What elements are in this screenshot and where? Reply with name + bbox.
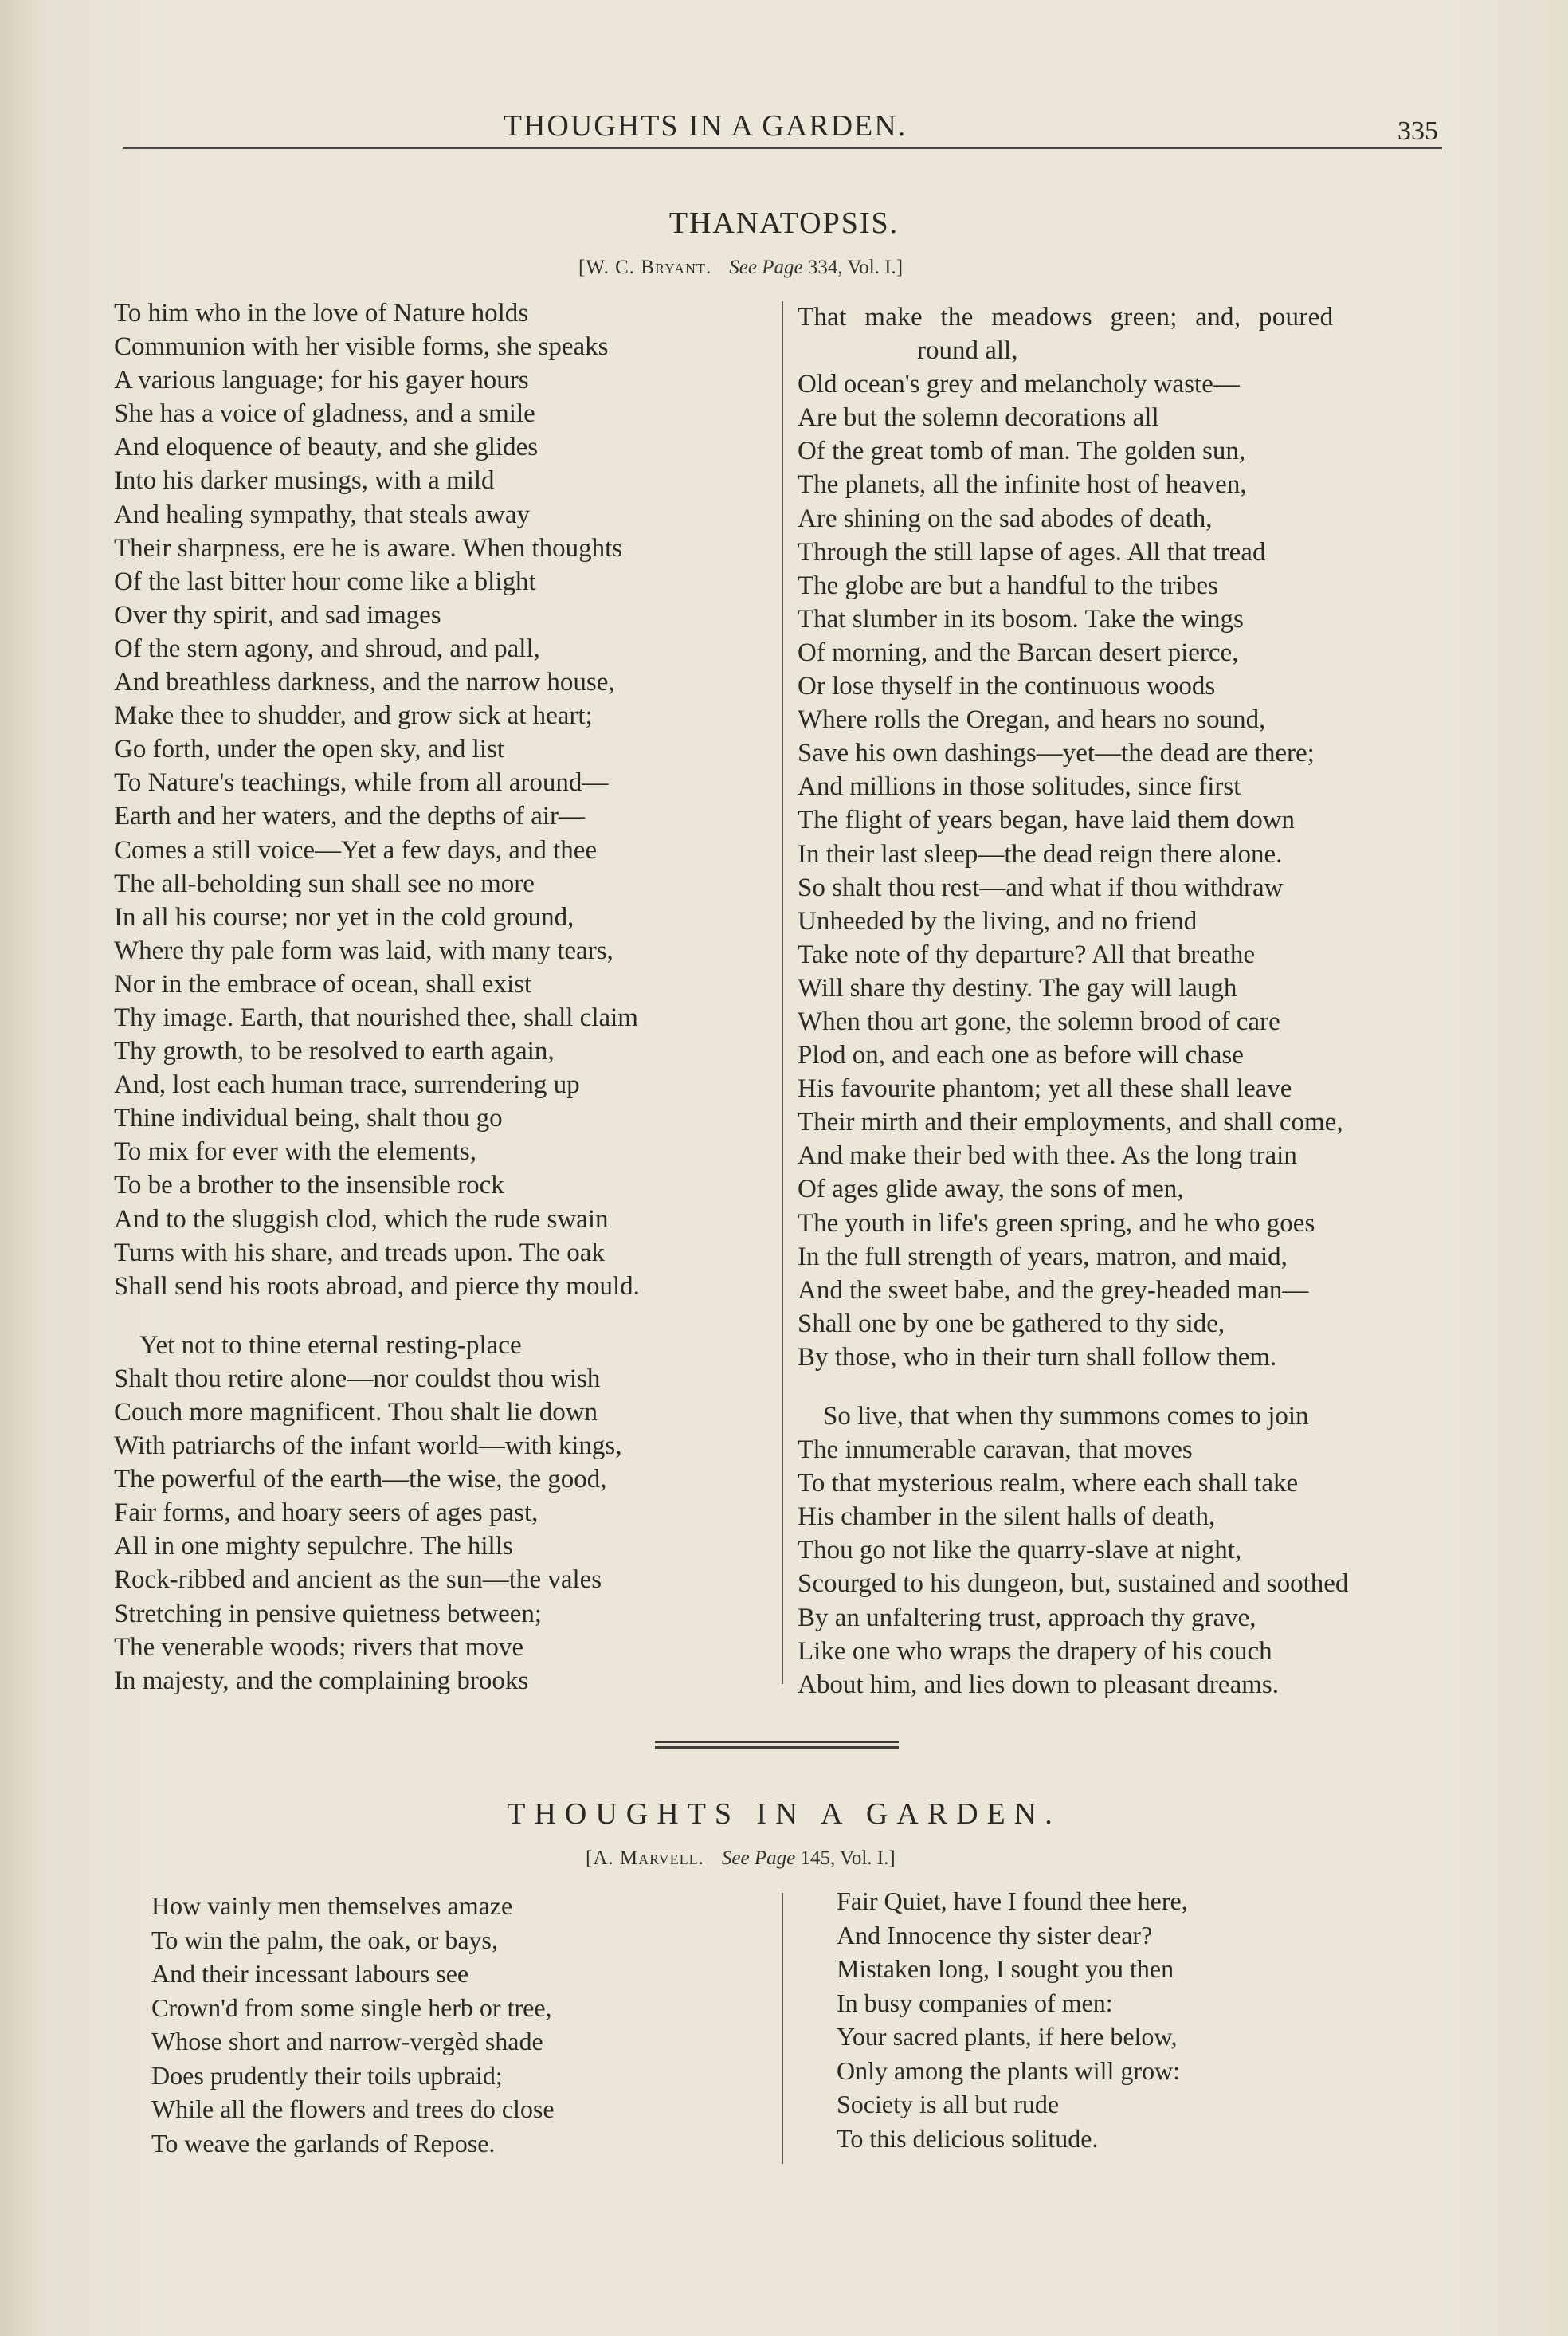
poem-line: His chamber in the silent halls of death, (798, 1502, 1216, 1532)
garden-left-column (151, 1889, 555, 2160)
poem-line: Whose short and narrow-vergèd shade (151, 2027, 543, 2055)
poem-line: Like one who wraps the drapery of his couch (798, 1636, 1272, 1666)
poem-line: Stretching in pensive quietness between; (114, 1599, 543, 1628)
poem-line: His favourite phantom; yet all these shall leave (798, 1074, 1292, 1104)
poem-line: Does prudently their toils upbraid; (151, 2060, 503, 2090)
poem-line: And millions in those solitudes, since first (798, 772, 1241, 802)
stanza-1 (798, 367, 1348, 1374)
poem-line: Society is all but rude (837, 2090, 1060, 2118)
section-separator (655, 1741, 899, 1749)
poem-line: Thine individual being, shalt thou go (114, 1104, 503, 1133)
poem-line: The all-beholding sun shall see no more (114, 869, 535, 898)
poem-line: How vainly men themselves amaze (151, 1891, 513, 1920)
poem-line: And healing sympathy, that steals away (114, 500, 531, 529)
poem-title-thanatopsis: THANATOPSIS. (668, 206, 900, 240)
poem-line: Save his own dashings—yet—the dead are there; (798, 739, 1315, 768)
poem-line: Of the great tomb of man. The golden sun, (798, 437, 1246, 466)
attribution-garden (586, 1847, 896, 1870)
poem-line: To weave the garlands of Repose. (151, 2128, 496, 2157)
poem-line: She has a voice of gladness, and a smile (114, 399, 535, 429)
column-divider (782, 1893, 783, 2164)
thanatopsis-right-column (798, 300, 1348, 1702)
poem-line: And the sweet babe, and the grey-headed man— (798, 1275, 1309, 1305)
poem-title-garden: THOUGHTS IN A GARDEN. (507, 1797, 1061, 1831)
poem-line: Take note of thy departure? All that breathe (798, 940, 1256, 969)
stanza-gap (798, 1374, 1348, 1400)
poem-line: Earth and her waters, and the depths of air— (114, 802, 586, 831)
poem-line: To that mysterious realm, where each shall take (798, 1469, 1299, 1498)
poem-line: Into his darker musings, with a mild (114, 466, 495, 496)
poem-line: Comes a still voice—Yet a few days, and thee (114, 835, 598, 865)
stanza-2 (798, 1400, 1348, 1702)
running-title: THOUGHTS IN A GARDEN. (503, 109, 907, 143)
poem-line: In their last sleep—the dead reign there alone. (798, 839, 1283, 869)
poem-line: The youth in life's green spring, and he who goes (798, 1208, 1315, 1238)
attribution-author: [W. C. Bryant. (578, 257, 712, 278)
poem-line: The powerful of the earth—the wise, the good, (114, 1465, 607, 1494)
poem-line: Their mirth and their employments, and shall come, (798, 1108, 1343, 1137)
poem-line: A various language; for his gayer hours (114, 366, 529, 395)
poem-line: Fair Quiet, have I found thee here, (837, 1886, 1188, 1915)
poem-line: In the full strength of years, matron, and maid, (798, 1242, 1288, 1271)
poem-line: Through the still lapse of ages. All that tread (798, 537, 1266, 567)
poem-line: And their incessant labours see (151, 1959, 469, 1988)
poem-line: Over thy spirit, and sad images (114, 600, 441, 630)
poem-line: To be a brother to the insensible rock (114, 1171, 504, 1200)
poem-line: To win the palm, the oak, or bays, (151, 1925, 498, 1954)
poem-line: To Nature's teachings, while from all around— (114, 768, 609, 798)
poem-line: And to the sluggish clod, which the rude swain (114, 1204, 609, 1234)
poem-line: Shalt thou retire alone—nor couldst thou wish (114, 1364, 601, 1393)
poem-line: That make the meadows green; and, poured (798, 303, 1334, 332)
poem-line: While all the flowers and trees do close (151, 2095, 555, 2123)
poem-line: Where rolls the Oregan, and hears no sound, (798, 705, 1266, 735)
stanza-2 (114, 1329, 640, 1698)
poem-line: Where thy pale form was laid, with many tears, (114, 936, 613, 965)
poem-line: Old ocean's grey and melancholy waste— (798, 370, 1240, 399)
poem-line: Of the last bitter hour come like a blight (114, 567, 536, 596)
header-rule (123, 147, 1442, 149)
poem-line: So shalt thou rest—and what if thou withdraw (798, 873, 1284, 902)
page-number: 335 (1397, 116, 1438, 146)
poem-line: By an unfaltering trust, approach thy grave, (798, 1603, 1256, 1632)
poem-line: In busy companies of men: (837, 1988, 1113, 2017)
poem-line: Yet not to thine eternal resting-place (139, 1330, 522, 1360)
garden-right-column (837, 1884, 1188, 2155)
poem-line: Scourged to his dungeon, but, sustained and soothed (798, 1569, 1349, 1599)
thanatopsis-left-column (114, 296, 640, 1698)
poem-line: When thou art gone, the solemn brood of care (798, 1007, 1280, 1036)
poem-line: About him, and lies down to pleasant dreams. (798, 1670, 1279, 1699)
poem-line: That slumber in its bosom. Take the wings (798, 604, 1244, 634)
poem-line: And make their bed with thee. As the long train (798, 1141, 1297, 1171)
poem-line: And eloquence of beauty, and she glides (114, 433, 539, 462)
poem-line: Plod on, and each one as before will chase (798, 1041, 1244, 1070)
poem-line: The venerable woods; rivers that move (114, 1632, 524, 1662)
poem-line: Of ages glide away, the sons of men, (798, 1175, 1184, 1204)
running-header (123, 105, 1438, 153)
poem-line: round all, (917, 336, 1018, 366)
attribution-author: [A. Marvell. (586, 1847, 704, 1869)
poem-line: Are shining on the sad abodes of death, (798, 504, 1213, 533)
poem-line: Of morning, and the Barcan desert pierce, (798, 638, 1239, 667)
poem-line: All in one mighty sepulchre. The hills (114, 1532, 513, 1561)
poem-line: Go forth, under the open sky, and list (114, 735, 505, 764)
poem-line: With patriarchs of the infant world—with kings, (114, 1431, 622, 1461)
poem-line: And, lost each human trace, surrendering up (114, 1070, 580, 1100)
poem-line: Shall send his roots abroad, and pierce thy mould. (114, 1271, 640, 1301)
poem-line: And Innocence thy sister dear? (837, 1920, 1153, 1949)
attribution-ref: 334, Vol. I.] (807, 257, 904, 278)
attribution-thanatopsis (578, 257, 903, 279)
poem-line: The planets, all the infinite host of heaven, (798, 470, 1247, 500)
attribution-see: See Page (729, 257, 803, 278)
poem-line: Rock-ribbed and ancient as the sun—the vales (114, 1565, 602, 1595)
poem-line: To this delicious solitude. (837, 2123, 1099, 2153)
poem-line: Will share thy destiny. The gay will laugh (798, 973, 1237, 1003)
poem-line: Unheeded by the living, and no friend (798, 906, 1198, 936)
poem-line: To mix for ever with the elements, (114, 1137, 476, 1167)
poem-line: And breathless darkness, and the narrow house, (114, 668, 615, 697)
poem-line: Are but the solemn decorations all (798, 403, 1159, 433)
poem-line: The innumerable caravan, that moves (798, 1435, 1193, 1465)
attribution-see: See Page (721, 1847, 796, 1869)
poem-line: In majesty, and the complaining brooks (114, 1666, 529, 1695)
poem-line: Fair forms, and hoary seers of ages past, (114, 1498, 539, 1528)
poem-line: Only among the plants will grow: (837, 2055, 1181, 2085)
poem-line: Of the stern agony, and shroud, and pall, (114, 634, 540, 663)
poem-line: Thy image. Earth, that nourished thee, shall claim (114, 1003, 638, 1032)
poem-line: So live, that when thy summons comes to join (823, 1402, 1309, 1431)
poem-line: Their sharpness, ere he is aware. When thoughts (114, 533, 623, 563)
poem-line: Mistaken long, I sought you then (837, 1954, 1174, 1983)
poem-line: The globe are but a handful to the tribes (798, 571, 1218, 600)
poem-line: Turns with his share, and treads upon. The oak (114, 1238, 605, 1267)
poem-line: To him who in the love of Nature holds (114, 299, 529, 328)
poem-line: Communion with her visible forms, she speaks (114, 332, 609, 362)
poem-line: Couch more magnificent. Thou shalt lie down (114, 1398, 598, 1427)
poem-line: Make thee to shudder, and grow sick at heart; (114, 701, 593, 731)
poem-line: Thou go not like the quarry-slave at night, (798, 1536, 1242, 1565)
poem-line: The flight of years began, have laid them down (798, 806, 1296, 835)
poem-line: Your sacred plants, if here below, (837, 2022, 1178, 2051)
poem-line: In all his course; nor yet in the cold ground, (114, 902, 574, 932)
poem-line: Thy growth, to be resolved to earth again, (114, 1037, 555, 1066)
poem-line: Or lose thyself in the continuous woods (798, 672, 1216, 701)
poem-line: By those, who in their turn shall follow them. (798, 1342, 1277, 1372)
stanza-gap (114, 1303, 640, 1329)
stanza-1 (114, 296, 640, 1303)
column-divider (782, 301, 783, 1684)
poem-line: Nor in the embrace of ocean, shall exist (114, 969, 532, 999)
poem-line: Shall one by one be gathered to thy side, (798, 1309, 1225, 1338)
attribution-ref: 145, Vol. I.] (800, 1847, 896, 1869)
poem-line: Crown'd from some single herb or tree, (151, 1992, 552, 2022)
